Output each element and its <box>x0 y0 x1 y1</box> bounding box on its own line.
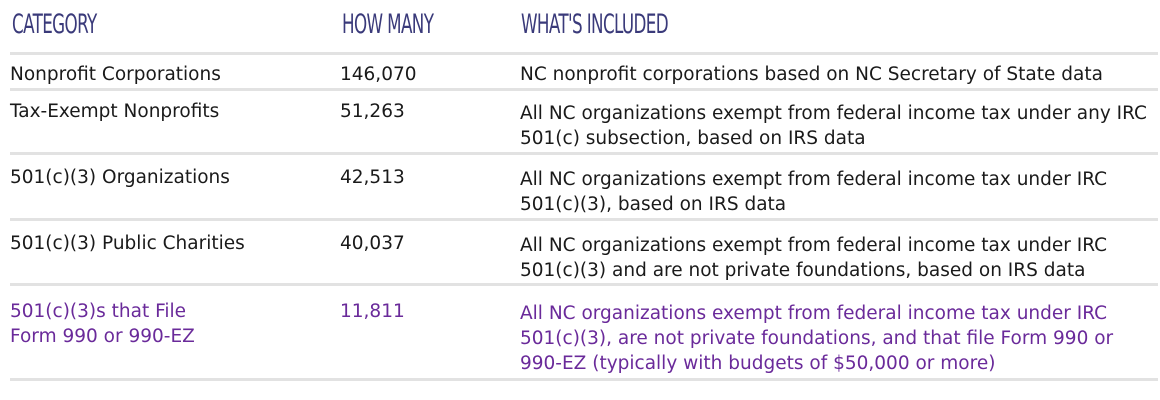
table-header <box>10 0 1158 52</box>
table-row <box>10 91 1158 155</box>
nonprofit-data-table <box>10 0 1158 381</box>
table-row <box>10 155 1158 221</box>
count-cell: 40,037 <box>340 233 405 254</box>
included-cell: NC nonprofit corporations based on NC Secretary of State data <box>520 64 1103 85</box>
included-cell: All NC organizations exempt from federal income tax under IRC 501(c)(3), are not private foundations, and that file Form 990 or 990-EZ (typically with budgets of $50,000 or more) <box>520 303 1114 374</box>
column-header-category: CATEGORY <box>12 9 97 40</box>
count-cell: 51,263 <box>340 101 405 122</box>
count-cell: 11,811 <box>340 301 405 322</box>
column-header-how-many: HOW MANY <box>342 9 434 40</box>
included-cell: All NC organizations exempt from federal income tax under IRC 501(c)(3), based on IRS data <box>520 169 1108 215</box>
count-cell: 146,070 <box>340 64 417 85</box>
table-row <box>10 221 1158 286</box>
category-cell: 501(c)(3) Organizations <box>10 167 230 188</box>
category-cell: Nonprofit Corporations <box>10 64 221 85</box>
table-row-highlighted <box>10 286 1158 381</box>
column-header-whats-included: WHAT'S INCLUDED <box>521 9 669 40</box>
category-cell: Tax-Exempt Nonprofits <box>10 101 220 122</box>
included-cell: All NC organizations exempt from federal income tax under any IRC 501(c) subsection, based on IRS data <box>520 103 1147 149</box>
table-row <box>10 52 1158 91</box>
count-cell: 42,513 <box>340 167 405 188</box>
included-cell: All NC organizations exempt from federal income tax under IRC 501(c)(3) and are not private foundations, based on IRS data <box>520 235 1108 281</box>
category-cell: 501(c)(3) Public Charities <box>10 233 245 254</box>
category-cell: 501(c)(3)s that File Form 990 or 990-EZ <box>10 301 195 347</box>
